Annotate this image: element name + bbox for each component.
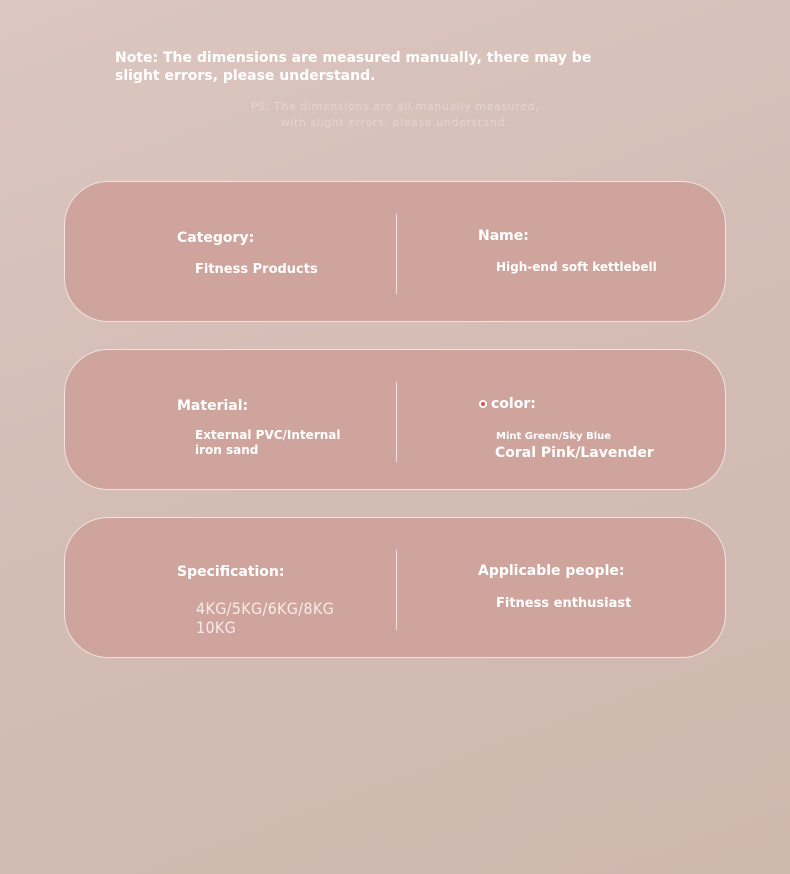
specification-value-line-1: 4KG/5KG/6KG/8KG <box>196 599 335 618</box>
info-card-spec-people <box>64 517 726 658</box>
specification-value-line-2: 10KG <box>196 618 237 637</box>
ps-line-1: PS: The dimensions are all manually measured, <box>250 100 540 113</box>
card-divider <box>396 382 397 462</box>
info-card-category-name <box>64 181 726 322</box>
specification-label: Specification: <box>177 564 285 580</box>
category-label: Category: <box>177 230 255 246</box>
color-value-line-2: Coral Pink/Lavender <box>495 445 654 461</box>
applicable-people-label: Applicable people: <box>478 563 625 579</box>
ps-line-2: with slight errors, please understand. <box>280 116 510 129</box>
category-value: Fitness Products <box>195 262 318 277</box>
material-value: External PVC/Internal iron sand <box>195 428 341 457</box>
color-label-wrap <box>479 395 536 413</box>
card-divider <box>396 214 397 294</box>
color-value-line-1: Mint Green/Sky Blue <box>496 431 612 442</box>
name-label: Name: <box>478 228 529 244</box>
applicable-people-value: Fitness enthusiast <box>496 596 632 611</box>
color-dot-icon <box>479 400 487 408</box>
color-label: color: <box>491 396 536 412</box>
name-value: High-end soft kettlebell <box>496 260 657 274</box>
card-divider <box>396 550 397 630</box>
info-card-material-color <box>64 349 726 490</box>
note-text: Note: The dimensions are measured manually, there may be slight errors, please understand. <box>115 50 592 84</box>
ps-text <box>200 99 590 131</box>
material-label: Material: <box>177 398 249 414</box>
